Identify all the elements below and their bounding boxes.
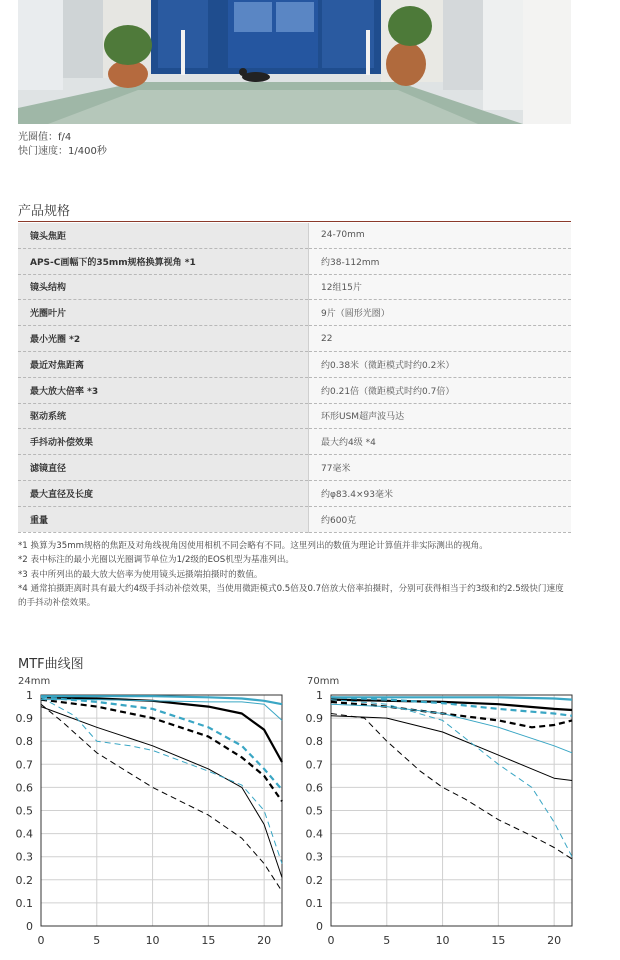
y-tick-label: 0.1 xyxy=(15,896,33,910)
spec-label: 镜头结构 xyxy=(18,274,309,300)
x-tick-label: 5 xyxy=(383,934,391,947)
spec-value: 约0.38米（微距模式时约0.2米） xyxy=(309,351,572,377)
spec-footnotes xyxy=(18,539,571,610)
x-tick-label: 20 xyxy=(547,934,562,947)
chart-title-24mm: 24mm xyxy=(18,676,51,687)
spec-value: 9片（圆形光圈） xyxy=(309,300,572,326)
spec-label: APS-C画幅下的35mm规格换算视角 *1 xyxy=(18,248,309,274)
y-tick-label: 0.5 xyxy=(305,804,323,818)
y-tick-label: 1 xyxy=(316,689,323,702)
spec-label: 最大直径及长度 xyxy=(18,480,309,506)
photo-caption xyxy=(18,131,107,159)
spec-value: 环形USM超声波马达 xyxy=(309,403,572,429)
chart-title-70mm: 70mm xyxy=(307,676,340,687)
x-tick-label: 15 xyxy=(491,934,506,947)
y-tick-label: 0.7 xyxy=(15,758,33,772)
spec-value: 约38-112mm xyxy=(309,248,572,274)
footnote: *4 通常拍摄距离时具有最大约4级手抖动补偿效果，当使用微距模式0.5倍及0.7倍放大倍率拍摄时，分别可获得相当于约3级和约2.5级快门速度的手抖动补偿效果。 xyxy=(18,583,564,609)
mtf-series-line xyxy=(331,697,572,699)
spec-label: 光圈叶片 xyxy=(18,300,309,326)
spec-value: 约0.21倍（微距模式时约0.7倍） xyxy=(309,377,572,403)
spec-value: 77毫米 xyxy=(309,455,572,481)
specs-table xyxy=(18,223,571,533)
table-row xyxy=(18,326,571,352)
footnote: *2 表中标注的最小光圈以光圈调节单位为1/2级的EOS机型为基准列出。 xyxy=(18,555,295,566)
mtf-title: MTF曲线图 xyxy=(18,657,84,672)
table-row xyxy=(18,403,571,429)
y-tick-label: 0 xyxy=(26,920,33,933)
mtf-series-line xyxy=(41,697,282,762)
mtf-chart-24mm xyxy=(10,686,300,956)
spec-label: 手抖动补偿效果 xyxy=(18,429,309,455)
x-tick-label: 0 xyxy=(37,934,45,947)
spec-label: 滤镜直径 xyxy=(18,455,309,481)
x-tick-label: 5 xyxy=(93,934,101,947)
table-row xyxy=(18,274,571,300)
y-tick-label: 0.8 xyxy=(15,735,33,749)
footnote: *1 换算为35mm规格的焦距及对角线视角因使用相机不同会略有不同。这里列出的数值为理论计算值并非实际测出的视角。 xyxy=(18,541,488,551)
spec-label: 最小光圈 *2 xyxy=(18,326,309,352)
y-tick-label: 0.4 xyxy=(305,827,323,841)
hero-photo xyxy=(18,0,571,124)
y-tick-label: 0.4 xyxy=(15,827,33,841)
y-tick-label: 0.3 xyxy=(15,850,33,864)
table-row xyxy=(18,377,571,403)
mtf-series-line xyxy=(41,697,282,863)
spec-value: 24-70mm xyxy=(309,223,572,248)
specs-title-rule xyxy=(18,221,571,222)
y-tick-label: 0.2 xyxy=(305,873,323,887)
footnote: *3 表中所列出的最大放大倍率为使用镜头远摄端拍摄时的数值。 xyxy=(18,569,263,580)
spec-label: 最大放大倍率 *3 xyxy=(18,377,309,403)
spec-value: 约φ83.4×93毫米 xyxy=(309,480,572,506)
spec-value: 最大约4级 *4 xyxy=(309,429,572,455)
mtf-series-line xyxy=(331,716,572,781)
y-tick-label: 0.6 xyxy=(305,781,323,795)
table-row xyxy=(18,351,571,377)
table-row xyxy=(18,248,571,274)
table-row xyxy=(18,300,571,326)
spec-value: 22 xyxy=(309,326,572,352)
mtf-series-line xyxy=(41,704,282,891)
y-tick-label: 0.9 xyxy=(15,712,33,726)
y-tick-label: 0.6 xyxy=(15,781,33,795)
y-tick-label: 0.8 xyxy=(305,735,323,749)
table-row xyxy=(18,506,571,532)
caption-aperture: 光圈值：f/4 xyxy=(18,132,72,143)
table-row xyxy=(18,455,571,481)
y-tick-label: 0.7 xyxy=(305,758,323,772)
mtf-series-line xyxy=(41,697,282,789)
y-tick-label: 0.1 xyxy=(305,896,323,910)
mtf-chart-70mm xyxy=(300,686,590,956)
table-row xyxy=(18,480,571,506)
y-tick-label: 0.9 xyxy=(305,712,323,726)
y-tick-label: 0 xyxy=(316,920,323,933)
spec-label: 镜头焦距 xyxy=(18,223,309,248)
y-tick-label: 0.2 xyxy=(15,873,33,887)
spec-value: 约600克 xyxy=(309,506,572,532)
x-tick-label: 10 xyxy=(145,934,160,947)
courtyard-photo-illustration xyxy=(18,0,571,124)
spec-label: 重量 xyxy=(18,506,309,532)
x-tick-label: 10 xyxy=(435,934,450,947)
x-tick-label: 15 xyxy=(201,934,216,947)
mtf-series-line xyxy=(41,707,282,878)
x-tick-label: 0 xyxy=(327,934,335,947)
table-row xyxy=(18,429,571,455)
spec-label: 最近对焦距离 xyxy=(18,351,309,377)
caption-shutter: 快门速度：1/400秒 xyxy=(18,146,107,157)
y-tick-label: 0.5 xyxy=(15,804,33,818)
specs-title: 产品规格 xyxy=(18,204,71,219)
spec-label: 驱动系统 xyxy=(18,403,309,429)
y-tick-label: 1 xyxy=(26,689,33,702)
spec-value: 12组15片 xyxy=(309,274,572,300)
y-tick-label: 0.3 xyxy=(305,850,323,864)
table-row xyxy=(18,223,571,248)
x-tick-label: 20 xyxy=(257,934,272,947)
